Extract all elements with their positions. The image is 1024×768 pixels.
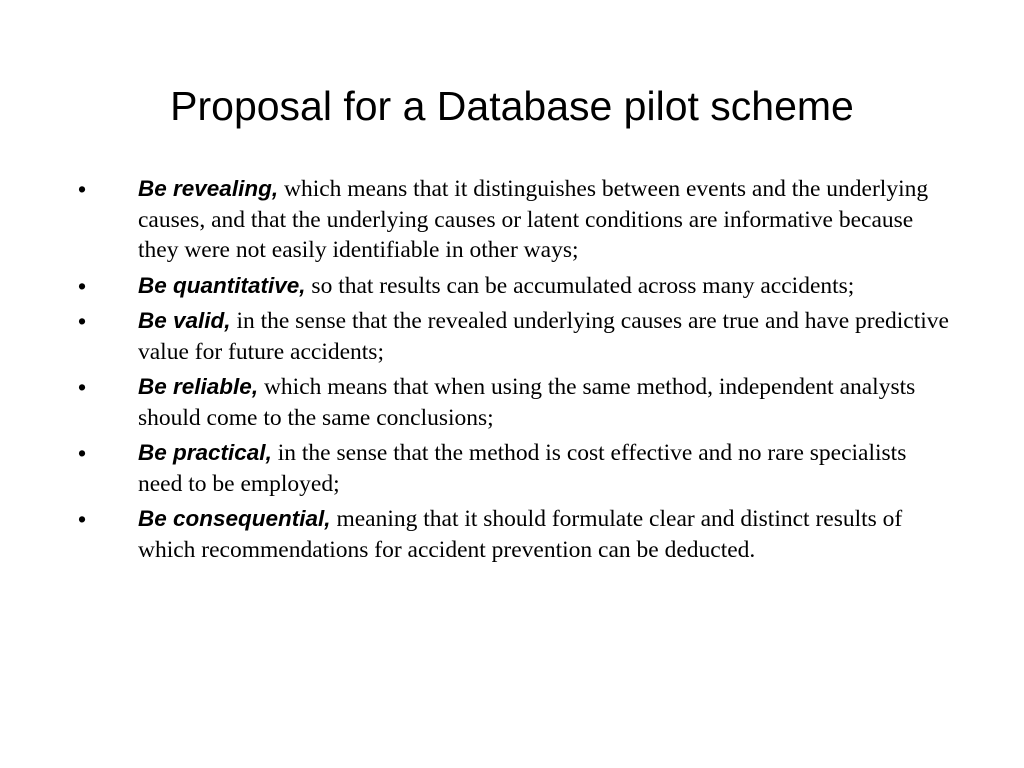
bullet-term [138,506,331,531]
bullet-term [138,308,231,333]
bullet-item [0,372,950,433]
bullet-dot-icon: • [78,176,87,202]
bullet-term-separator: , [265,440,272,465]
bullet-text: in the sense that the revealed underlying causes are true and have predictive value for future accidents; [138,308,949,365]
bullet-term-text: Be consequential [138,506,325,531]
bullet-text: in the sense that the method is cost effective and no rare specialists need to be employed; [138,440,907,497]
bullet-dot-icon: • [78,374,87,400]
bullet-item [0,504,950,565]
bullet-term-text: Be reliable [138,374,252,399]
bullet-text: which means that it distinguishes between events and the underlying causes, and that the underlying causes or latent conditions are informative because they were not easily identifiable in other ways; [138,176,929,263]
slide-title: Proposal for a Database pilot scheme [170,83,854,129]
bullet-term [138,176,278,201]
bullet-item [0,271,950,302]
bullet-term-text: Be valid [138,308,225,333]
bullet-text: meaning that it should formulate clear and distinct results of which recommendations for accident prevention can be deducted. [138,506,903,563]
bullet-term-text: Be revealing [138,176,272,201]
bullet-term [138,440,272,465]
bullet-dot-icon: • [78,272,87,299]
bullet-term-text: Be quantitative [138,272,300,298]
bullet-item [0,174,950,266]
bullet-item [0,306,950,367]
bullet-list [0,174,1024,570]
bullet-term-separator: , [271,176,279,201]
bullet-term [138,273,306,298]
bullet-term-text: Be practical [138,440,266,465]
bullet-term-separator: , [224,308,231,333]
bullet-term [138,374,258,399]
bullet-dot-icon: • [78,308,87,334]
bullet-text: which means that when using the same method, independent analysts should come to the same conclusions; [138,374,916,431]
bullet-text: so that results can be accumulated across many accidents; [305,272,855,299]
bullet-dot-icon: • [78,440,87,466]
bullet-term-separator: , [251,374,259,399]
bullet-dot-icon: • [78,506,87,532]
bullet-term-separator: , [324,506,331,531]
bullet-item [0,438,950,499]
bullet-term-separator: , [299,272,306,298]
